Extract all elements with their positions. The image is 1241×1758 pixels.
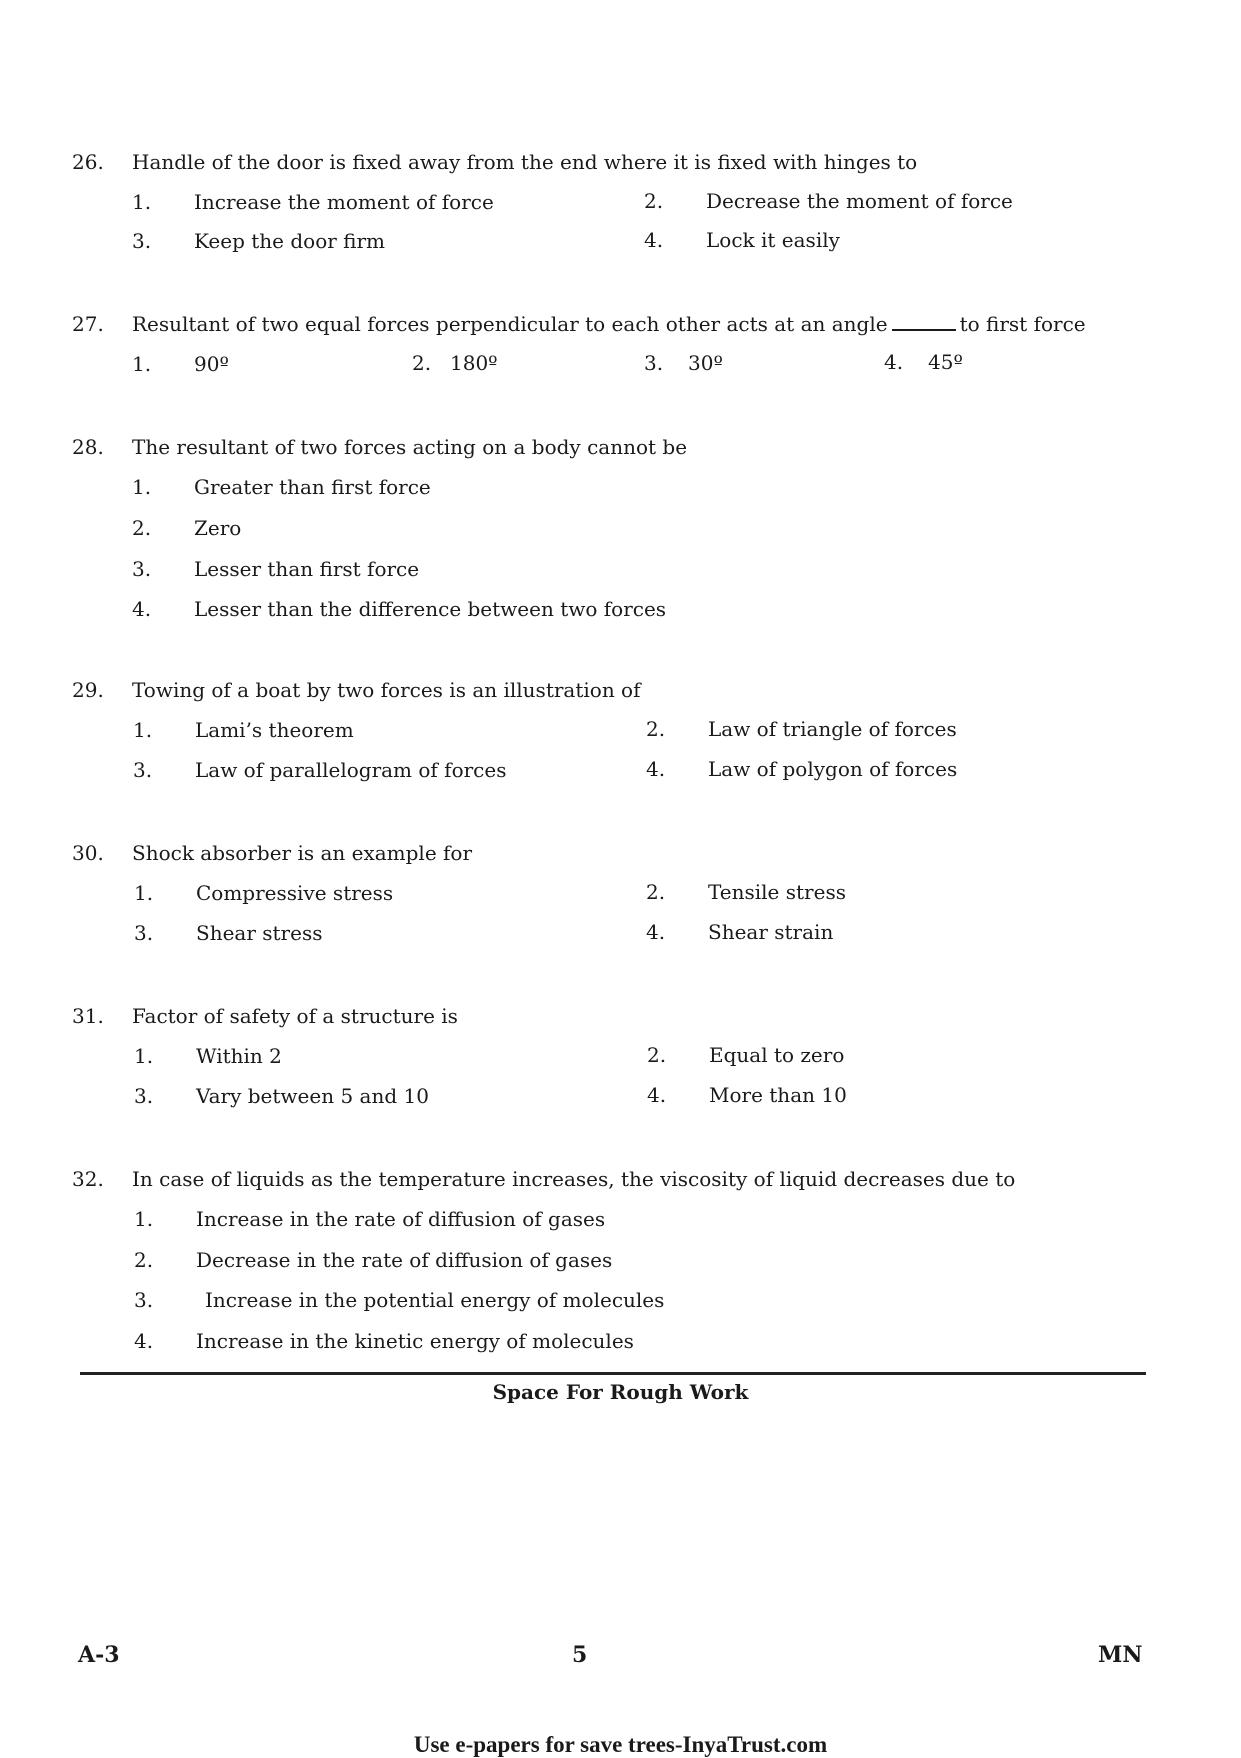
question-text: Handle of the door is fixed away from the end where it is fixed with hinges to — [132, 150, 918, 174]
question-text: The resultant of two forces acting on a body cannot be — [132, 435, 688, 459]
answer-blank — [892, 313, 956, 331]
question-number: 32. — [72, 1167, 104, 1191]
page-number: 5 — [572, 1642, 588, 1668]
question-31: 31. Factor of safety of a structure is 1. Within 2 2. Equal to zero 3. Vary between 5 and 10 4. More than 10 — [72, 1004, 847, 1108]
question-30: 30. Shock absorber is an example for 1. Compressive stress 2. Tensile stress 3. Shear stress 4. Shear strain — [72, 841, 846, 945]
question-number: 28. — [72, 435, 104, 459]
rough-work-divider — [80, 1372, 1146, 1375]
question-26: 26. Handle of the door is fixed away from the end where it is fixed with hinges to 1. Increase the moment of force 2. Decrease the moment of force 3. Keep the door firm 4. Lock it easily — [72, 150, 1013, 253]
question-number: 31. — [72, 1004, 104, 1028]
question-text: Resultant of two equal forces perpendicular to each other acts at an angle to first force — [132, 312, 1086, 336]
question-number: 27. — [72, 312, 104, 336]
question-number: 30. — [72, 841, 104, 865]
question-text: Factor of safety of a structure is — [132, 1004, 458, 1028]
question-text: In case of liquids as the temperature increases, the viscosity of liquid decreases due to — [132, 1167, 1016, 1191]
question-29: 29. Towing of a boat by two forces is an illustration of 1. Lami’s theorem 2. Law of triangle of forces 3. Law of parallelogram of forces 4. Law of polygon of forces — [72, 678, 958, 782]
rough-work-label: Space For Rough Work — [492, 1380, 749, 1404]
question-28: 28. The resultant of two forces acting on a body cannot be 1. Greater than first force 2. Zero 3. Lesser than first force 4. Lesser than the difference between two forces — [72, 435, 688, 621]
question-32: 32. In case of liquids as the temperature increases, the viscosity of liquid decreases due to 1. Increase in the rate of diffusion of gases 2. Decrease in the rate of diffusion of gases 3. Increase in the potential energy of molecules 4. Increase in the kinetic energy of molecules — [72, 1167, 1016, 1353]
question-number: 26. — [72, 150, 104, 174]
footer-series: MN — [1098, 1642, 1143, 1668]
question-27: 27. Resultant of two equal forces perpendicular to each other acts at an angle to first force 1. 90º 2. 180º 3. 30º 4. 45º — [72, 312, 1086, 376]
question-text: Shock absorber is an example for — [132, 841, 473, 865]
question-text: Towing of a boat by two forces is an illustration of — [132, 678, 641, 702]
footer-code: A-3 — [78, 1642, 120, 1668]
bottom-note: Use e-papers for save trees-InyaTrust.com — [413, 1732, 828, 1757]
question-number: 29. — [72, 678, 104, 702]
